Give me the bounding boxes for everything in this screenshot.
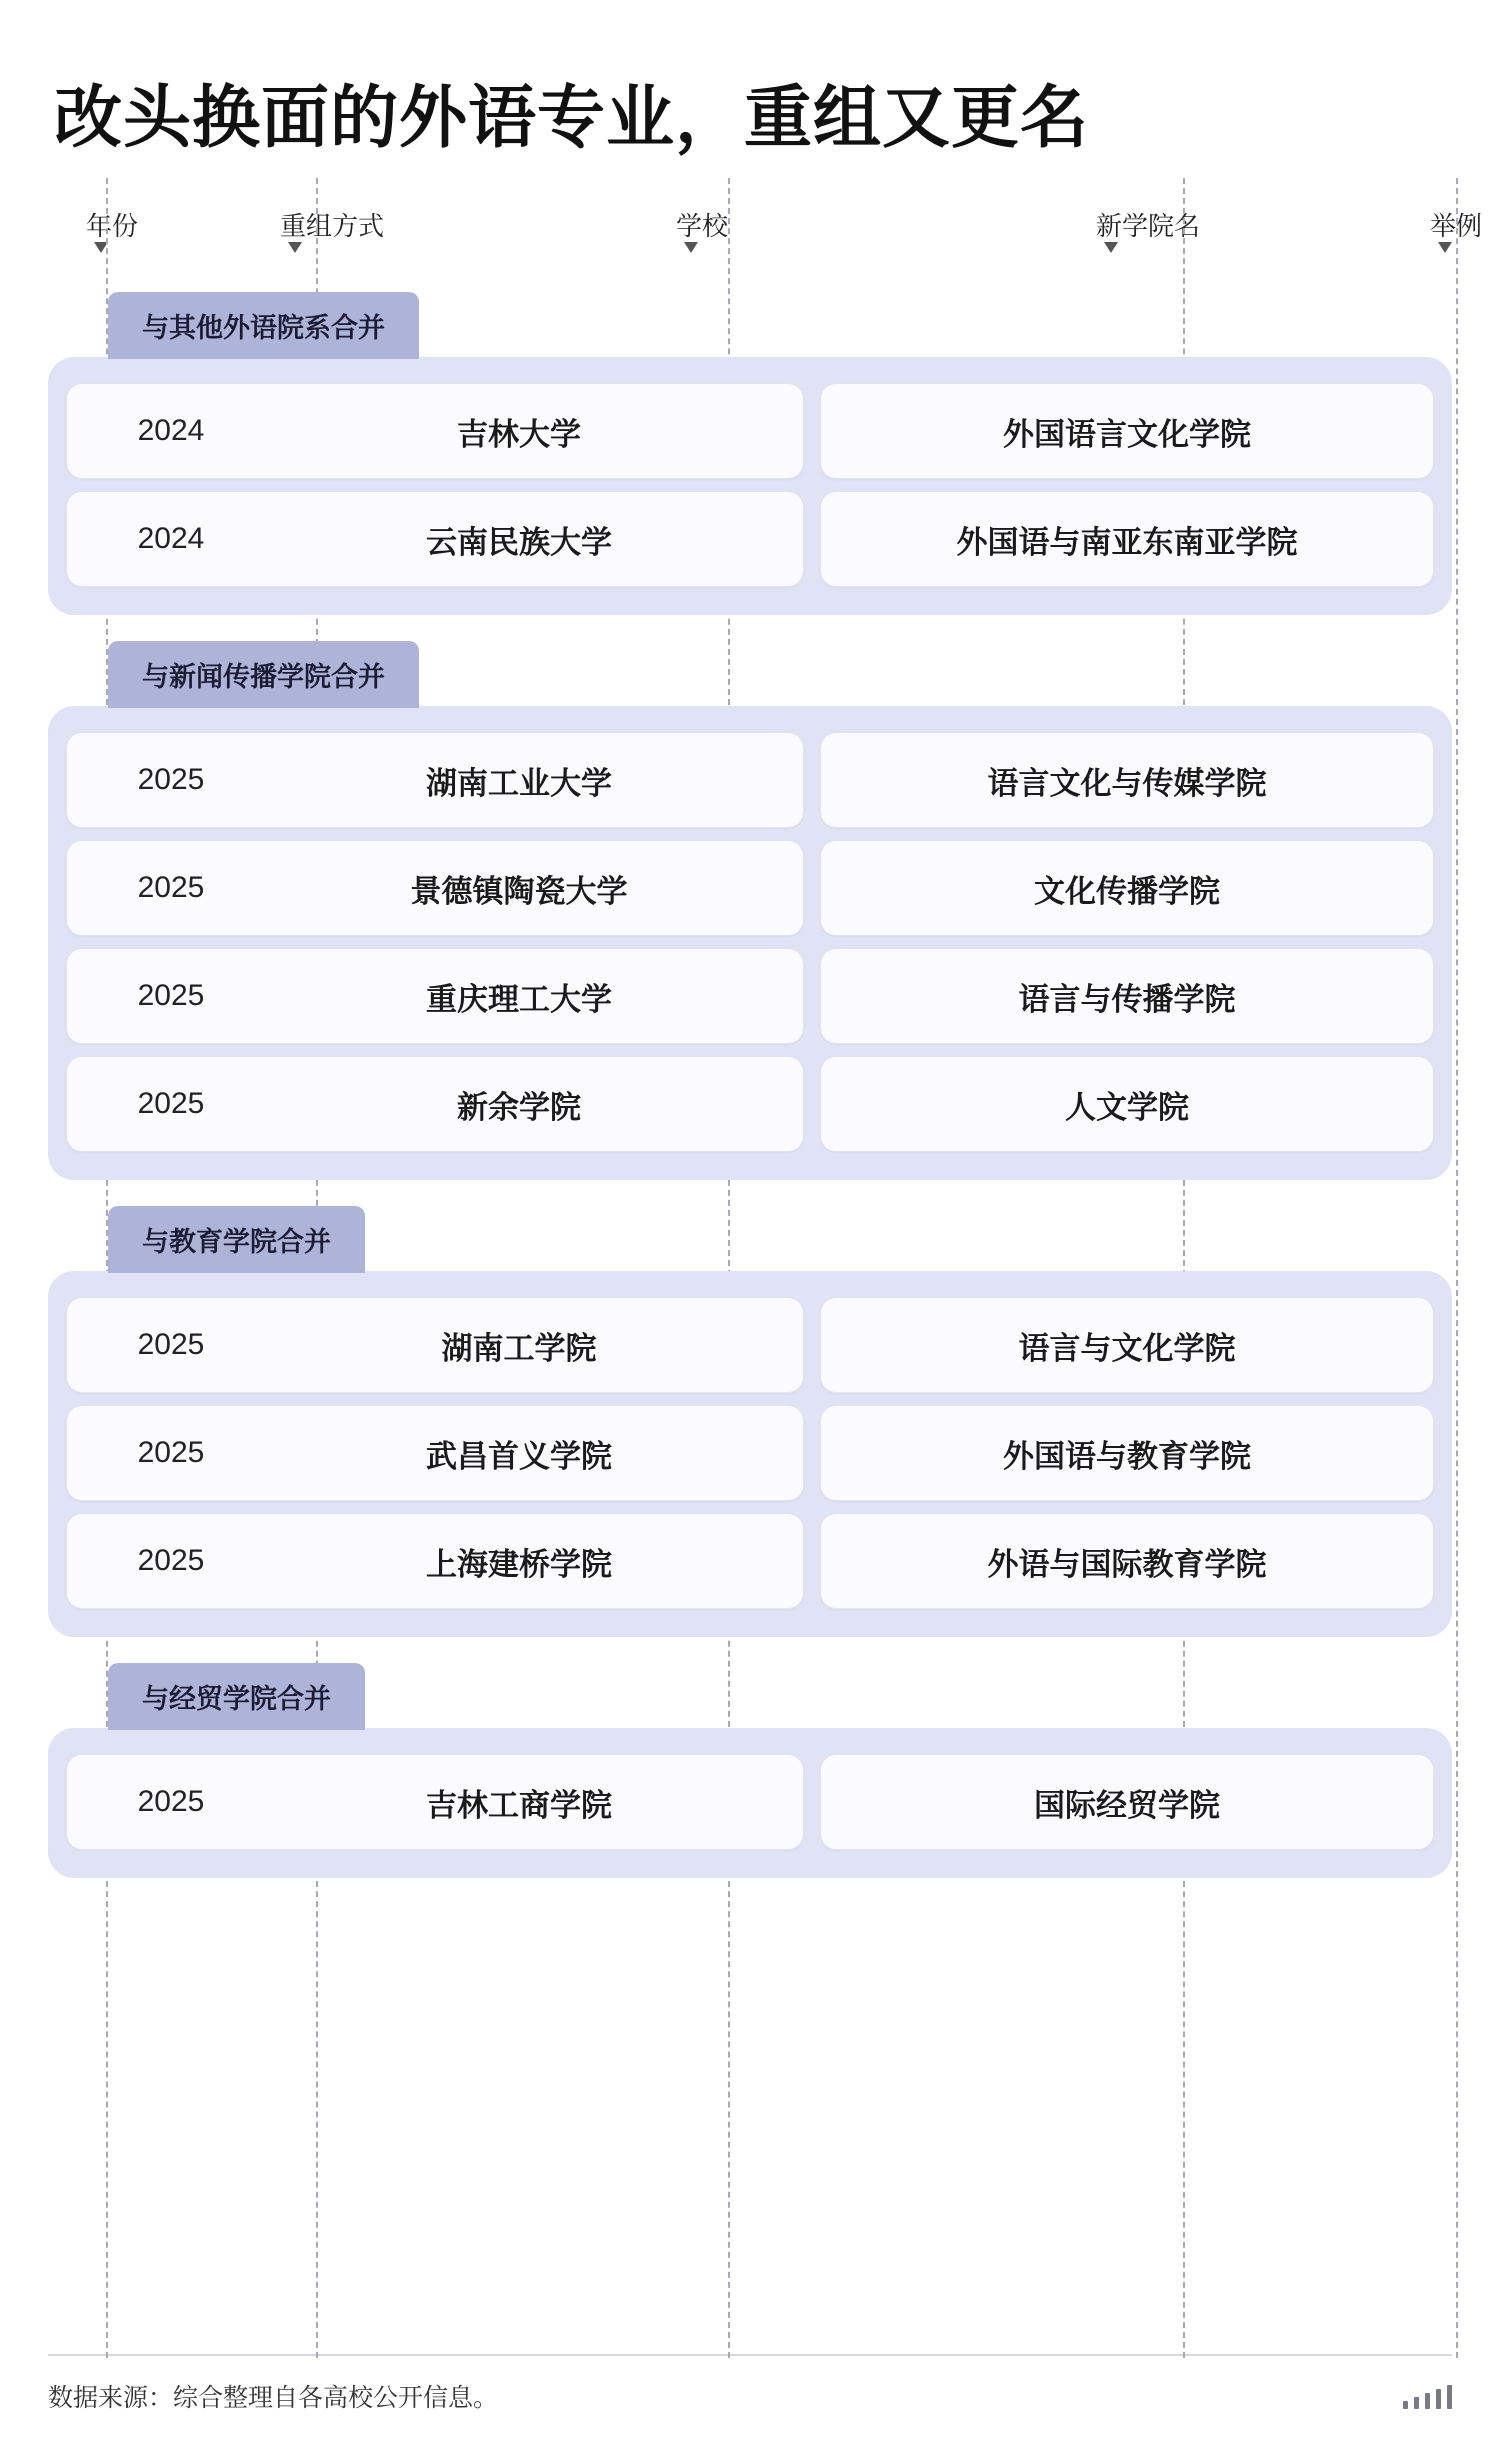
cell-new-college: 语言与文化学院 <box>820 1297 1434 1393</box>
column-head-arrow-icon <box>684 242 698 253</box>
row-left-card <box>66 1297 804 1393</box>
table-row <box>66 1297 1434 1393</box>
column-head-arrow-icon <box>1438 242 1452 253</box>
group-tab-label: 与教育学院合并 <box>108 1206 365 1273</box>
column-head-arrow-icon <box>1104 242 1118 253</box>
table-row <box>66 1754 1434 1850</box>
column-head-label: 重组方式 <box>280 211 385 242</box>
cell-school: 武昌首义学院 <box>426 1438 612 1474</box>
logo-bars-icon <box>1403 2383 1452 2409</box>
column-head-label: 学校 <box>676 211 729 242</box>
table-row <box>66 948 1434 1044</box>
cell-year: 2025 <box>137 1328 205 1362</box>
column-head-1 <box>86 206 138 243</box>
column-head-3 <box>676 206 728 243</box>
column-head-label: 年份 <box>86 211 139 242</box>
column-head-label: 举例 <box>1430 211 1483 242</box>
guide-line-5 <box>1456 178 1458 2358</box>
group-2 <box>48 641 1452 1180</box>
group-tab-label: 与其他外语院系合并 <box>108 292 419 359</box>
cell-year: 2024 <box>137 414 205 448</box>
groups-container <box>48 292 1452 1878</box>
cell-new-college: 语言文化与传媒学院 <box>820 732 1434 828</box>
row-left-card <box>66 383 804 479</box>
group-body <box>48 706 1452 1180</box>
cell-school: 吉林工商学院 <box>426 1787 612 1823</box>
cell-year: 2025 <box>137 763 205 797</box>
page-title: 改头换面的外语专业，重组又更名 <box>54 79 1090 156</box>
cell-school: 上海建桥学院 <box>426 1546 612 1582</box>
cell-school: 新余学院 <box>457 1089 581 1125</box>
row-left-card <box>66 948 804 1044</box>
row-left-card <box>66 1405 804 1501</box>
group-body <box>48 357 1452 615</box>
infographic-page <box>0 46 1500 2458</box>
cell-year: 2025 <box>137 1436 205 1470</box>
cell-year: 2025 <box>137 871 205 905</box>
cell-school: 景德镇陶瓷大学 <box>410 873 628 909</box>
group-body <box>48 1271 1452 1637</box>
cell-new-college: 语言与传播学院 <box>820 948 1434 1044</box>
cell-new-college: 人文学院 <box>820 1056 1434 1152</box>
column-head-2 <box>280 206 384 243</box>
table-row <box>66 1056 1434 1152</box>
cell-new-college: 外语与国际教育学院 <box>820 1513 1434 1609</box>
group-tab-label: 与经贸学院合并 <box>108 1663 365 1730</box>
row-left-card <box>66 840 804 936</box>
cell-school: 云南民族大学 <box>426 524 612 560</box>
group-body <box>48 1728 1452 1878</box>
table-row <box>66 491 1434 587</box>
table-row <box>66 840 1434 936</box>
group-3 <box>48 1206 1452 1637</box>
column-head-arrow-icon <box>288 242 302 253</box>
row-left-card <box>66 491 804 587</box>
column-head-label: 新学院名 <box>1096 211 1201 242</box>
cell-new-college: 外国语与教育学院 <box>820 1405 1434 1501</box>
cell-school: 湖南工学院 <box>441 1330 597 1366</box>
cell-year: 2025 <box>137 1785 205 1819</box>
table-row <box>66 383 1434 479</box>
row-left-card <box>66 732 804 828</box>
cell-school: 吉林大学 <box>457 416 581 452</box>
table-row <box>66 1405 1434 1501</box>
group-4 <box>48 1663 1452 1878</box>
cell-new-college: 国际经贸学院 <box>820 1754 1434 1850</box>
table-row <box>66 1513 1434 1609</box>
cell-year: 2025 <box>137 1087 205 1121</box>
cell-school: 重庆理工大学 <box>426 981 612 1017</box>
row-left-card <box>66 1513 804 1609</box>
cell-new-college: 外国语与南亚东南亚学院 <box>820 491 1434 587</box>
row-left-card <box>66 1754 804 1850</box>
group-1 <box>48 292 1452 615</box>
source-note: 数据来源：综合整理自各高校公开信息。 <box>48 2383 499 2412</box>
group-tab-label: 与新闻传播学院合并 <box>108 641 419 708</box>
cell-year: 2025 <box>137 1544 205 1578</box>
cell-new-college: 文化传播学院 <box>820 840 1434 936</box>
footer <box>48 2354 1452 2414</box>
row-left-card <box>66 1056 804 1152</box>
cell-school: 湖南工业大学 <box>426 765 612 801</box>
cell-year: 2024 <box>137 522 205 556</box>
table-row <box>66 732 1434 828</box>
cell-year: 2025 <box>137 979 205 1013</box>
cell-new-college: 外国语言文化学院 <box>820 383 1434 479</box>
column-head-annotations <box>48 206 1483 292</box>
